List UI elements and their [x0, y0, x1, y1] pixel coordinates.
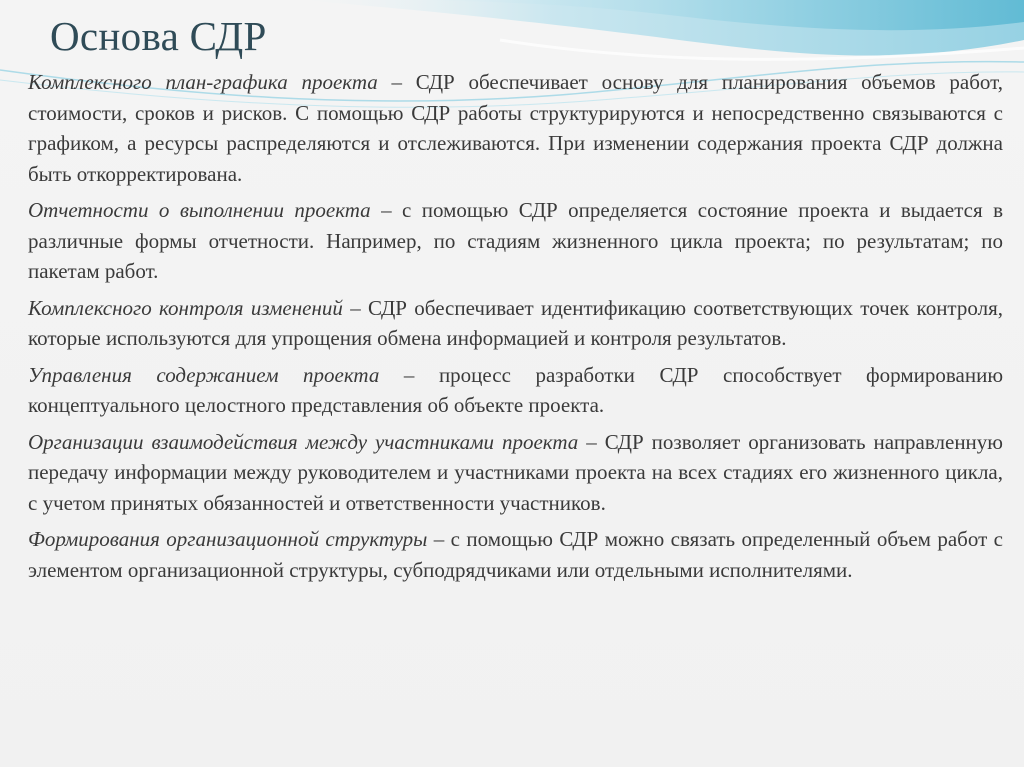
paragraph-text: – с помощью СДР определяется состояние проекта и выдается в различные формы отчетности. Например, по стадиям жизненного цикла проекта; по результатам; по пакетам работ. [28, 198, 1003, 283]
paragraph-term: Организации взаимодействия между участниками проекта [28, 429, 579, 454]
paragraph-term: Комплексного план-графика проекта [28, 70, 378, 94]
paragraph-org-structure [28, 524, 1003, 585]
paragraph-interaction [28, 427, 1003, 519]
paragraph-schedule [28, 67, 1003, 189]
slide-title: Основа СДР [50, 13, 267, 59]
paragraph-text: – с помощью СДР можно связать определенный объем работ с элементом организационной структуры, субподрядчиками или отдельными исполнителями. [28, 527, 1003, 582]
paragraph-term: Управления содержанием проекта [28, 362, 380, 387]
paragraph-change-control [28, 293, 1003, 354]
paragraph-term: Отчетности о выполнении проекта [28, 198, 371, 222]
paragraph-term: Формирования организационной структуры [28, 527, 428, 551]
paragraph-text: – СДР позволяет организовать направленную передачу информации между руководителем и участниками проекта на всех стадиях его жизненного цикла, с учетом принятых обязанностей и ответственности участников. [28, 429, 1003, 515]
slide-body [28, 67, 1003, 591]
paragraph-text: – СДР обеспечивает идентификацию соответствующих точек контроля, которые используются для упрощения обмена информацией и контроля результатов. [28, 295, 1003, 350]
paragraph-scope-management [28, 360, 1003, 421]
paragraph-reporting [28, 195, 1003, 287]
paragraph-term: Комплексного контроля изменений [28, 295, 343, 320]
paragraph-text: – процесс разработки СДР способствует формированию концептуального целостного представления об объекте проекта. [28, 362, 1004, 417]
paragraph-text: – СДР обеспечивает основу для планирования объемов работ, стоимости, сроков и рисков. С помощью СДР работы структурируются и непосредственно связываются с графиком, а ресурсы распределяются и отслеживаются. При изменении содержания проекта СДР должна быть откорректирована. [28, 70, 1004, 186]
